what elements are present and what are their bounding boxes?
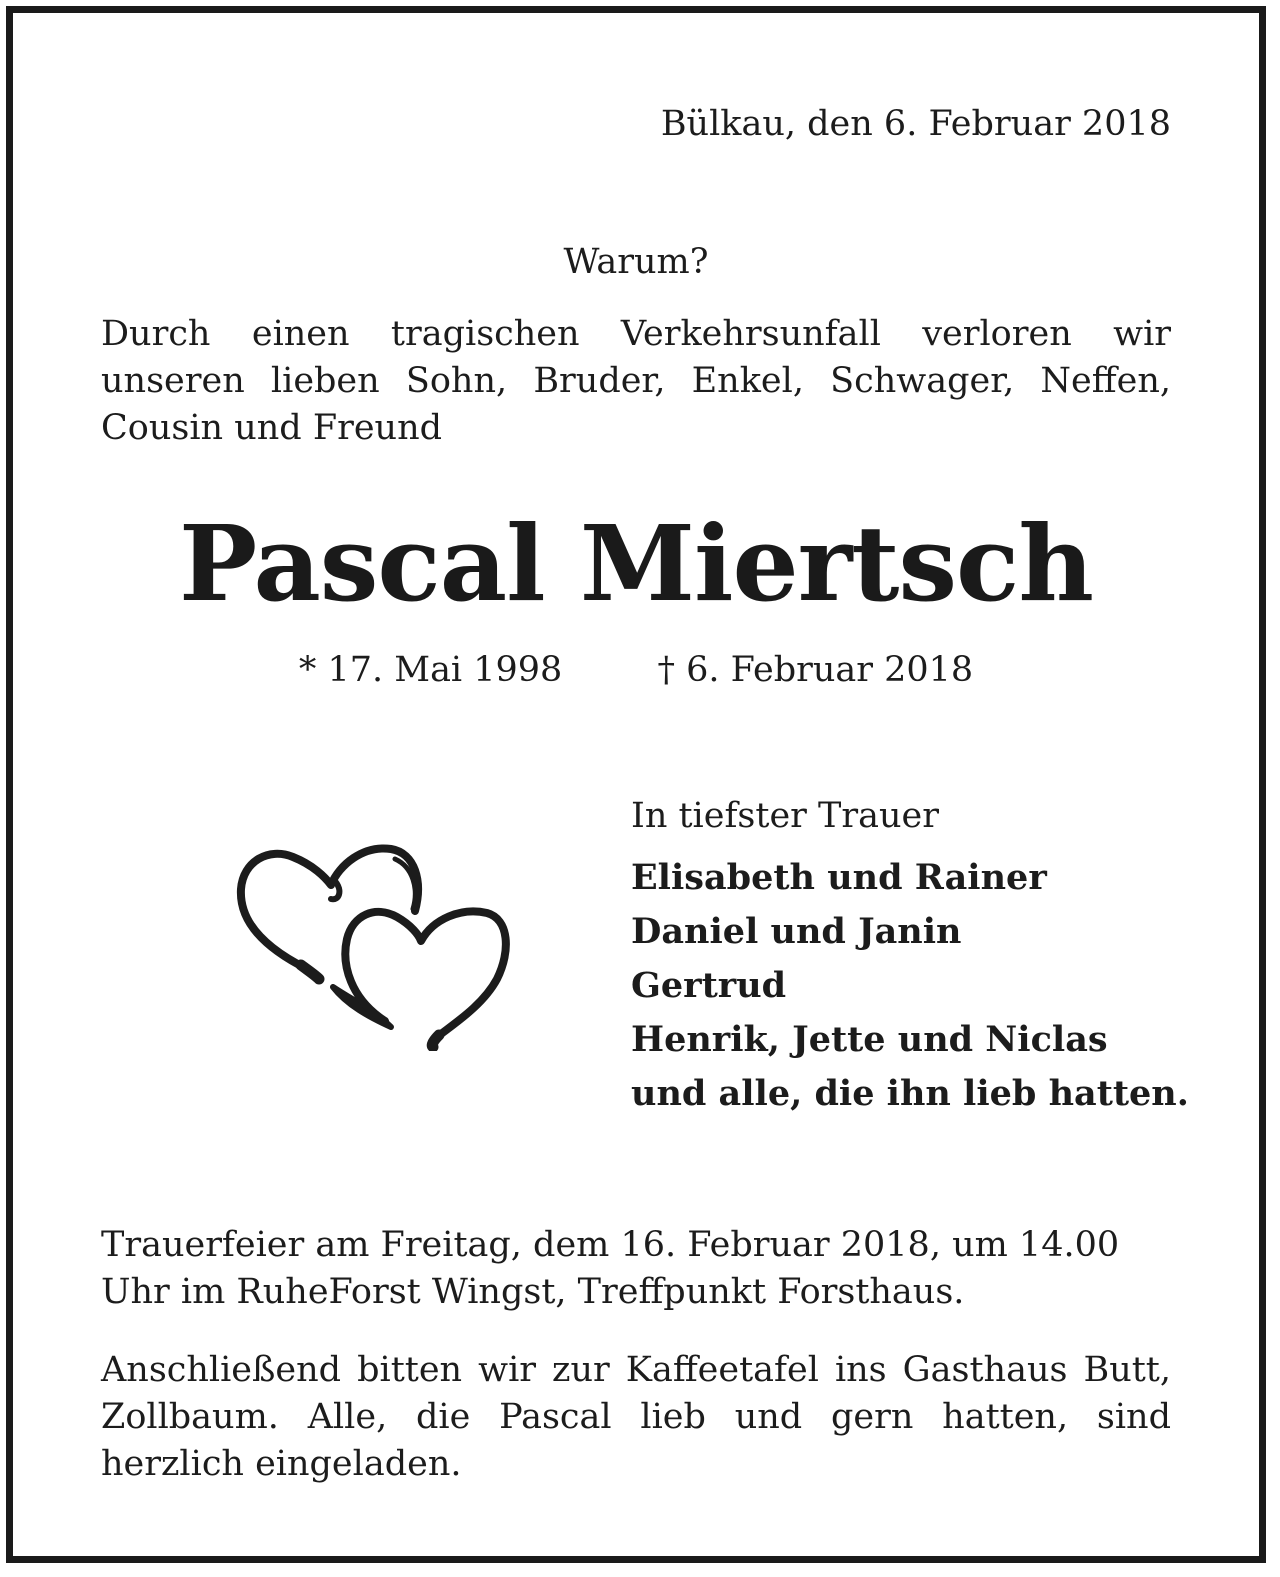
mourner-line: Elisabeth und Rainer — [631, 857, 1047, 898]
question-text: Warum? — [563, 242, 709, 282]
death-date: † 6. Februar 2018 — [657, 650, 974, 690]
mourner-line: Henrik, Jette und Niclas — [631, 1019, 1108, 1060]
mourning-heading: In tiefster Trauer — [631, 796, 939, 836]
place-date: Bülkau, den 6. Februar 2018 — [660, 104, 1171, 144]
mourner-line: und alle, die ihn lieb hatten. — [631, 1073, 1189, 1114]
notice-content — [101, 13, 1189, 1556]
birth-date: * 17. Mai 1998 — [298, 650, 563, 690]
intro-text: Durch einen tragischen Verkehrsunfall verloren wir unseren lieben Sohn, Bruder, Enkel, Schwager, Neffen, Cousin und Freund — [101, 314, 1171, 448]
life-dates — [101, 647, 1171, 694]
mourner-line: Daniel und Janin — [631, 911, 962, 952]
reception-details: Anschließend bitten wir zur Kaffeetafel ins Gasthaus Butt, Zollbaum. Alle, die Pascal lieb und gern hatten, sind herzlich eingeladen. — [101, 1350, 1171, 1484]
two-hearts-icon — [235, 841, 515, 1051]
deceased-name: Pascal Miertsch — [179, 502, 1093, 625]
ceremony-details: Trauerfeier am Freitag, dem 16. Februar 2018, um 14.00 Uhr im RuheForst Wingst, Treffpunkt Forsthaus. — [101, 1225, 1120, 1312]
mourners-list — [631, 851, 1189, 1121]
mourner-line: Gertrud — [631, 965, 787, 1006]
obituary-notice — [6, 6, 1266, 1563]
